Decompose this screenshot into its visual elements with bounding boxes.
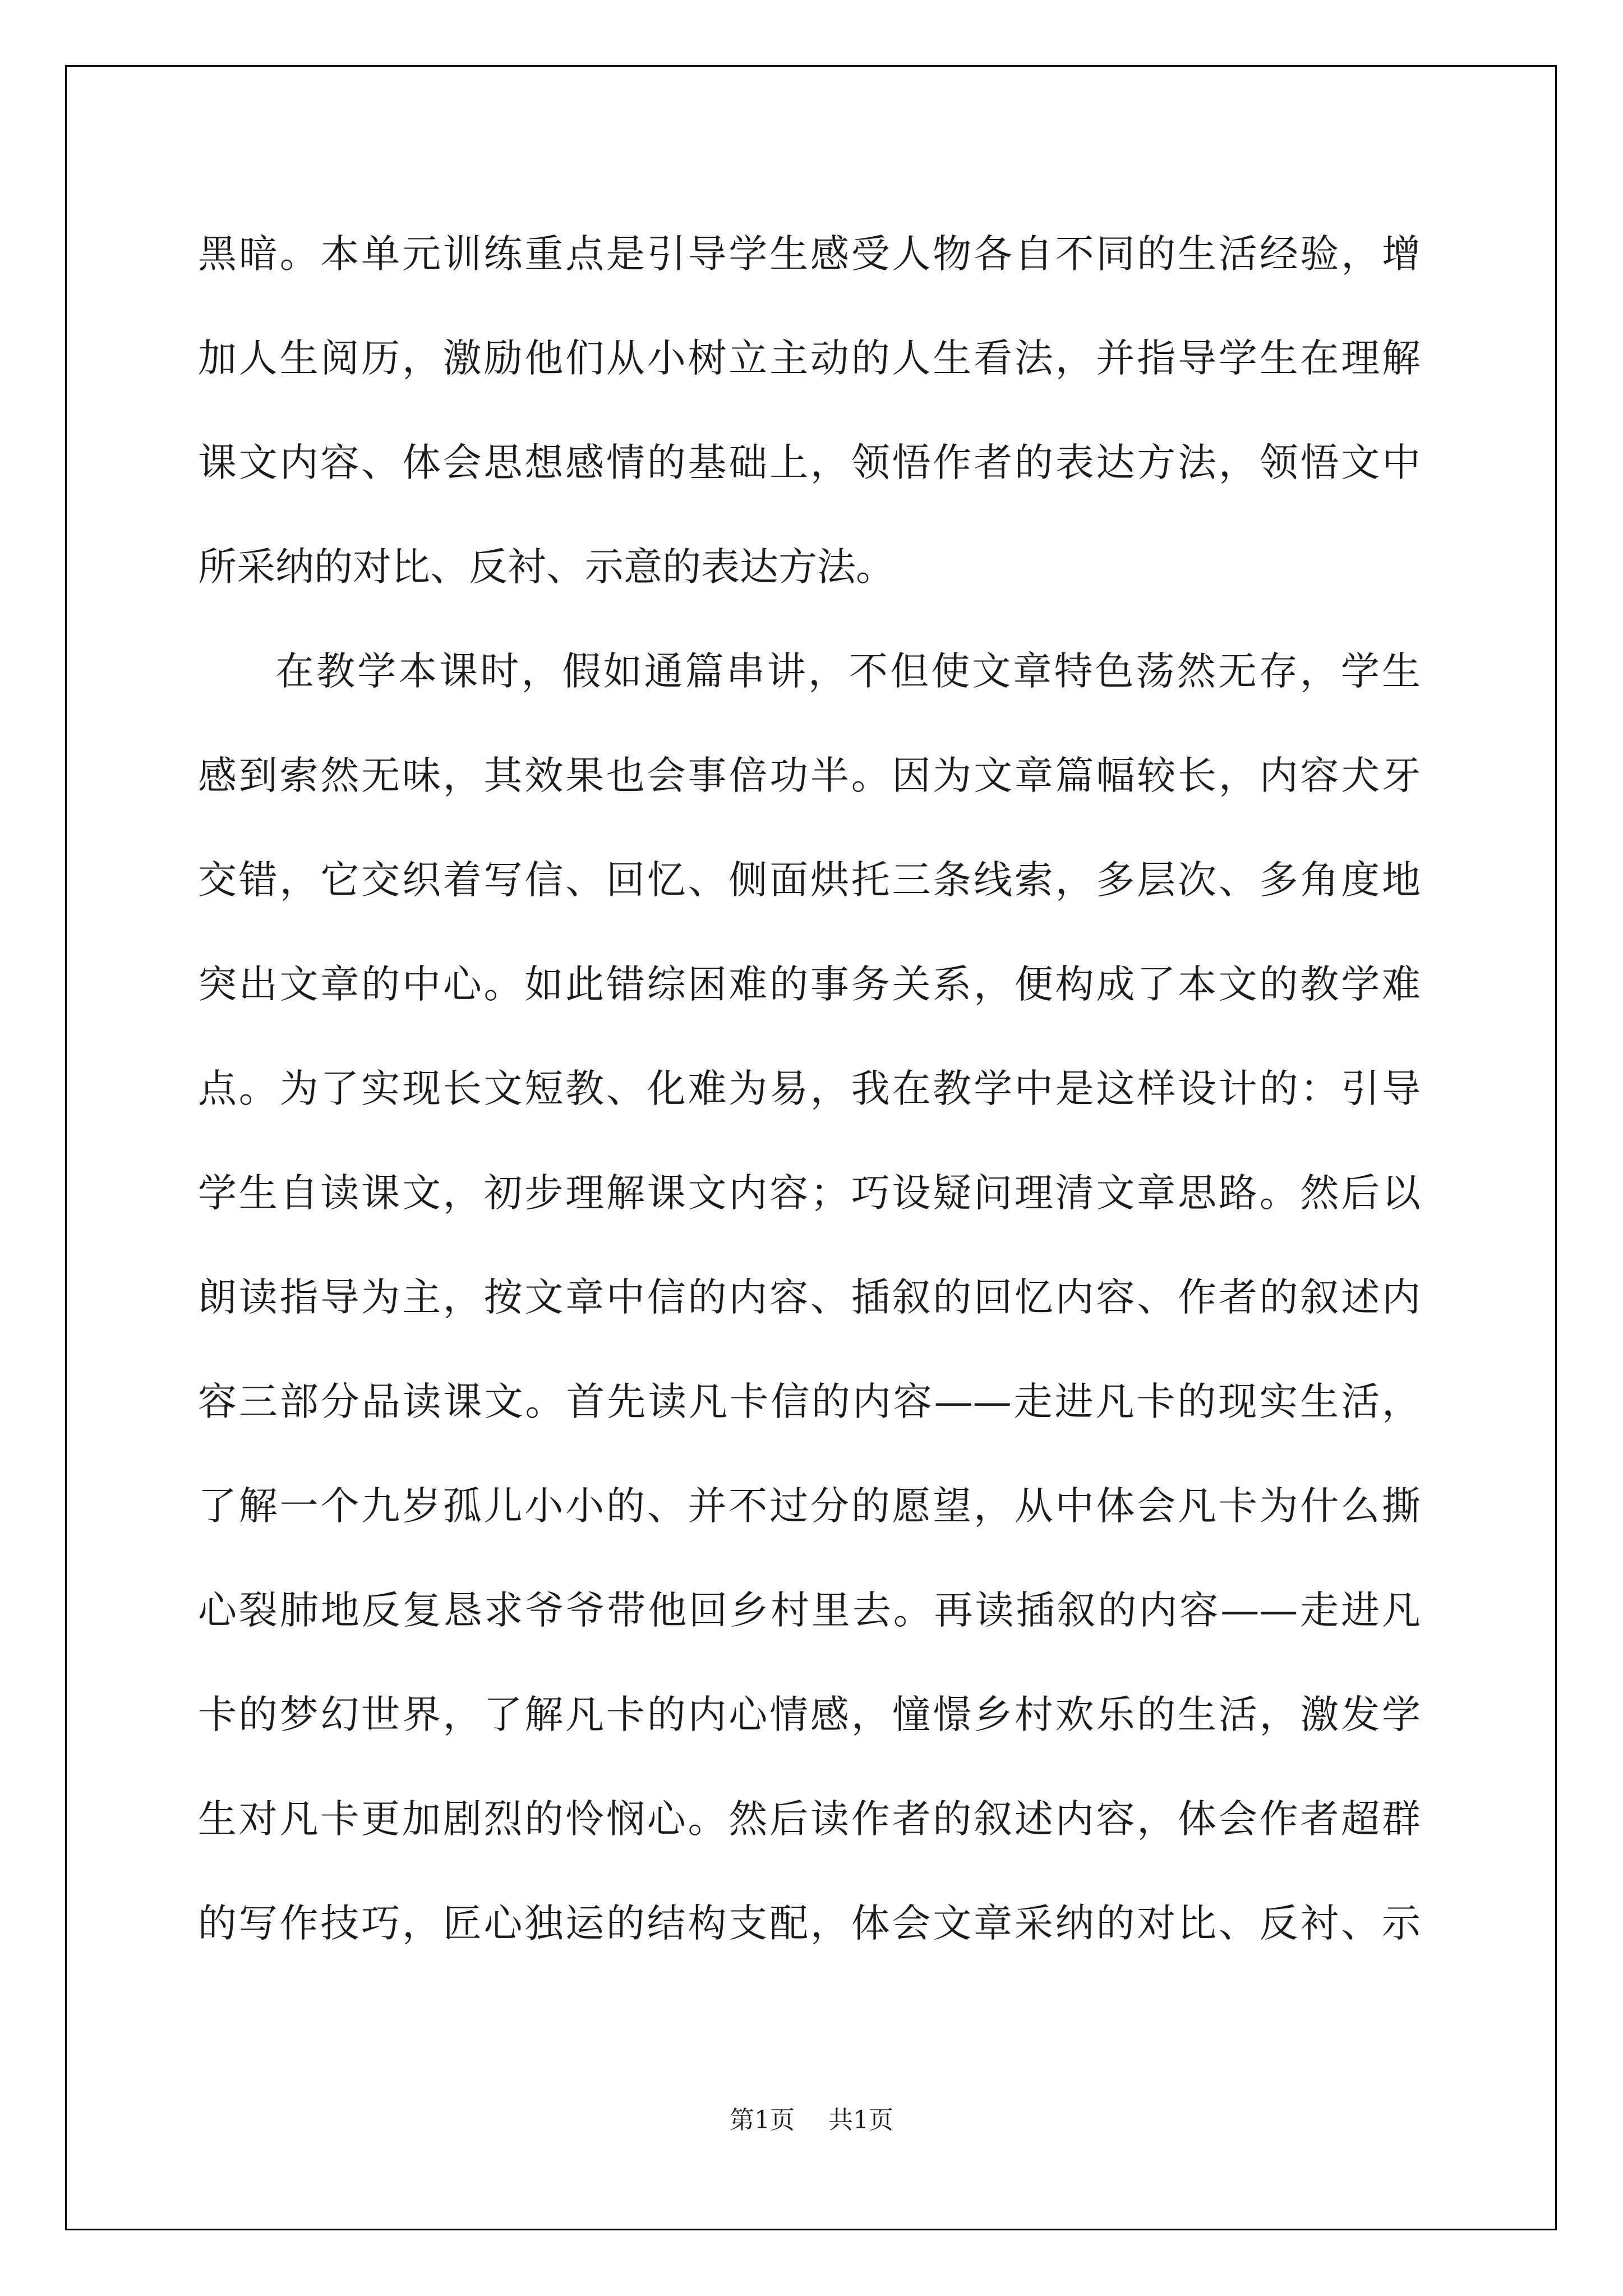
paragraph-1-line-1: 黑暗。本单元训练重点是引导学生感受人物各自不同的生活经验，增: [198, 232, 1421, 277]
page-number: 第1页: [730, 2106, 795, 2134]
paragraph-2-line-8: 容三部分品读课文。首先读凡卡信的内容——走进凡卡的现实生活，: [198, 1379, 1421, 1424]
document-body: [198, 202, 1421, 1976]
paragraph-1-line-2: 加人生阅历，激励他们从小树立主动的人生看法，并指导学生在理解: [198, 336, 1421, 381]
page-footer: [0, 2104, 1623, 2137]
paragraph-2-line-2: 感到索然无味，其效果也会事倍功半。因为文章篇幅较长，内容犬牙: [198, 753, 1421, 798]
page-total: 共1页: [828, 2106, 893, 2134]
paragraph-2-line-13: 的写作技巧，匠心独运的结构支配，体会文章采纳的对比、反衬、示: [198, 1901, 1421, 1946]
paragraph-2-line-7: 朗读指导为主，按文章中信的内容、插叙的回忆内容、作者的叙述内: [198, 1275, 1421, 1320]
paragraph-2-line-4: 突出文章的中心。如此错综困难的事务关系，便构成了本文的教学难: [198, 962, 1421, 1007]
paragraph-2-line-3: 交错，它交织着写信、回忆、侧面烘托三条线索，多层次、多角度地: [198, 858, 1421, 903]
paragraph-2-line-12: 生对凡卡更加剧烈的怜悯心。然后读作者的叙述内容，体会作者超群: [198, 1797, 1421, 1842]
paragraph-2-line-9: 了解一个九岁孤儿小小的、并不过分的愿望，从中体会凡卡为什么撕: [198, 1484, 1421, 1529]
paragraph-2-line-1: 在教学本课时，假如通篇串讲，不但使文章特色荡然无存，学生: [275, 649, 1421, 694]
paragraph-1-line-3: 课文内容、体会思想感情的基础上，领悟作者的表达方法，领悟文中: [198, 440, 1421, 485]
paragraph-1-line-4: 所采纳的对比、反衬、示意的表达方法。: [198, 545, 895, 590]
paragraph-2-line-5: 点。为了实现长文短教、化难为易，我在教学中是这样设计的：引导: [198, 1066, 1421, 1111]
paragraph-2-line-6: 学生自读课文，初步理解课文内容；巧设疑问理清文章思路。然后以: [198, 1171, 1421, 1216]
paragraph-2-line-10: 心裂肺地反复恳求爷爷带他回乡村里去。再读插叙的内容——走进凡: [198, 1588, 1421, 1633]
paragraph-2-line-11: 卡的梦幻世界，了解凡卡的内心情感，憧憬乡村欢乐的生活，激发学: [198, 1692, 1421, 1737]
